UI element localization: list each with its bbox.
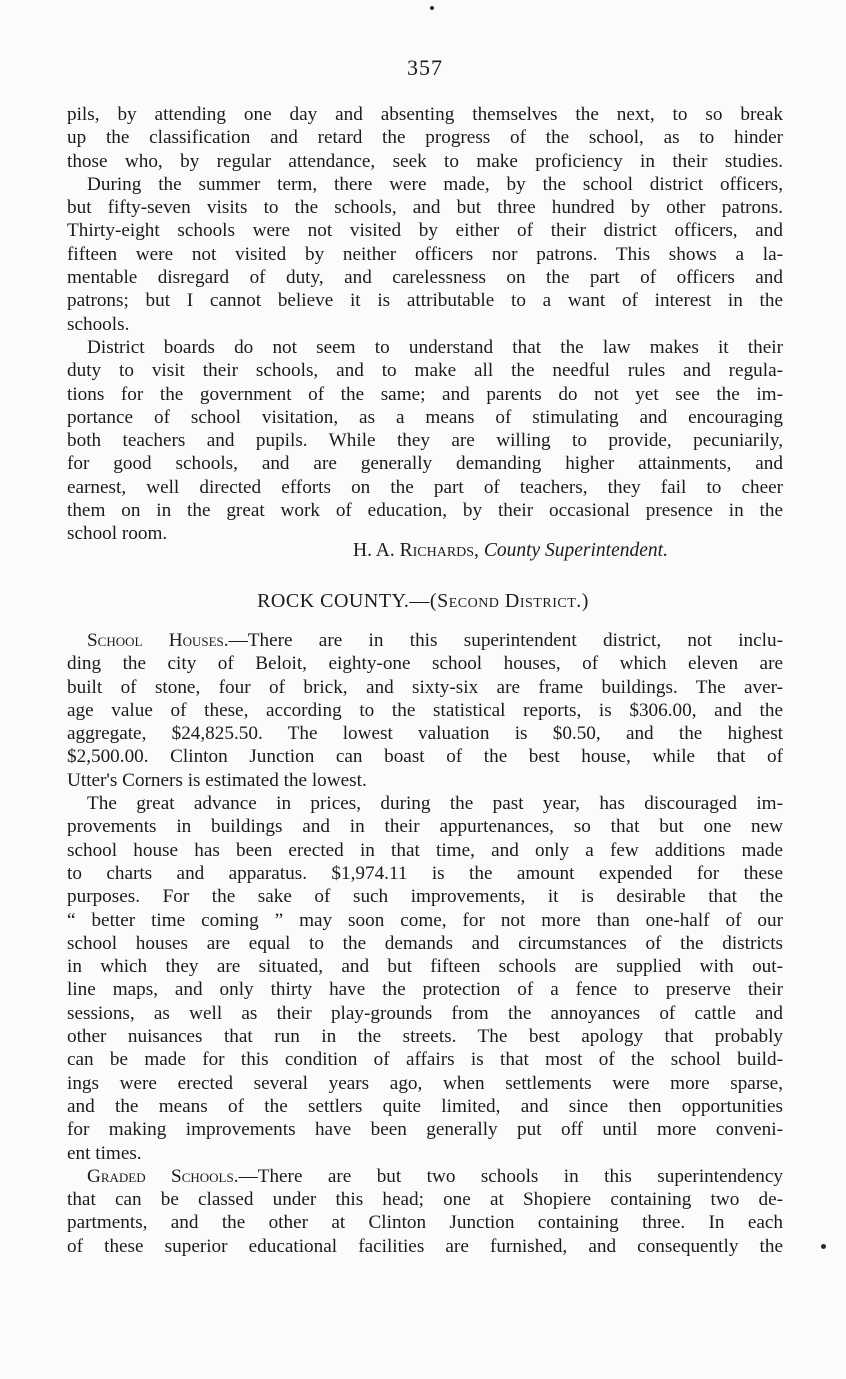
ink-speck — [821, 1244, 826, 1249]
page-number: 357 — [407, 55, 443, 80]
section-heading-main: ROCK COUNTY.— — [257, 590, 430, 612]
text-line: The great advance in prices, during the past year, has discouraged im- — [87, 793, 783, 815]
section-heading — [0, 590, 846, 613]
rock-section-text — [67, 629, 783, 1258]
signature — [353, 540, 668, 562]
text-line: other nuisances that run in the streets. The best apology that probably — [67, 1026, 783, 1048]
section-heading-sub: (Second District.) — [429, 590, 589, 612]
text-line: tions for the government of the same; and parents do not yet see the im- — [67, 383, 783, 405]
text-line: portance of school visitation, as a means of stimulating and encouraging — [67, 406, 783, 428]
text-line: schools. — [67, 313, 130, 335]
text-line: age value of these, according to the statistical reports, is $306.00, and the — [67, 699, 783, 721]
text-line: “ better time coming ” may soon come, for not more than one-half of our — [67, 909, 783, 931]
text-line: mentable disregard of duty, and carelessness on the part of officers and — [67, 267, 783, 289]
text-line: $2,500.00. Clinton Junction can boast of the best house, while that of — [67, 746, 783, 768]
text-line: up the classification and retard the progress of the school, as to hinder — [67, 127, 783, 149]
text-line: that can be classed under this head; one at Shopiere containing two de- — [67, 1189, 783, 1211]
run-in-heading: Graded Schools. — [87, 1165, 239, 1187]
text-line: aggregate, $24,825.50. The lowest valuation is $0.50, and the highest — [67, 723, 783, 745]
text-line: provements in buildings and in their appurtenances, so that but one new — [67, 816, 783, 838]
signature-title: County Superintendent. — [483, 540, 668, 561]
text-line — [67, 629, 783, 652]
text-line: patrons; but I cannot believe it is attributable to a want of interest in the — [67, 290, 783, 312]
text-line: fifteen were not visited by neither officers nor patrons. This shows a la- — [67, 243, 783, 265]
text-line: pils, by attending one day and absenting themselves the next, to so break — [67, 104, 783, 125]
text-line: earnest, well directed efforts on the part of teachers, they fail to cheer — [67, 476, 783, 498]
text-line: school room. — [67, 523, 168, 545]
text-line: and the means of the settlers quite limited, and since then opportunities — [67, 1095, 783, 1117]
text-line: can be made for this condition of affairs is that most of the school build- — [67, 1049, 783, 1071]
text-line: Utter's Corners is estimated the lowest. — [67, 769, 367, 791]
text-run: —There are in this superintendent district, not inclu- — [228, 630, 783, 651]
text-line: line maps, and only thirty have the protection of a fence to preserve their — [67, 979, 783, 1001]
text-line: in which they are situated, and but fifteen schools are supplied with out- — [67, 956, 783, 978]
ink-speck — [430, 6, 434, 10]
text-line: duty to visit their schools, and to make all the needful rules and regula- — [67, 360, 783, 382]
text-line: school house has been erected in that time, and only a few additions made — [67, 839, 783, 861]
text-line: those who, by regular attendance, seek to make proficiency in their studies. — [67, 150, 783, 172]
text-line: built of stone, four of brick, and sixty-six are frame buildings. The aver- — [67, 676, 783, 698]
text-line: purposes. For the sake of such improvements, it is desirable that the — [67, 886, 783, 908]
text-line: but fifty-seven visits to the schools, and but three hundred by other patrons. — [67, 197, 783, 219]
text-line: them on in the great work of education, by their occasional presence in the — [67, 500, 783, 522]
text-line: Thirty-eight schools were not visited by either of their district officers, and — [67, 220, 783, 242]
text-line: of these superior educational facilities are furnished, and consequently the — [67, 1235, 783, 1257]
text-line: ding the city of Beloit, eighty-one school houses, of which eleven are — [67, 653, 783, 675]
text-line: school houses are equal to the demands and circumstances of the districts — [67, 932, 783, 954]
text-line: to charts and apparatus. $1,974.11 is the amount expended for these — [67, 862, 783, 884]
text-line: for good schools, and are generally demanding higher attainments, and — [67, 453, 783, 475]
text-run: —There are but two schools in this superintendency — [238, 1165, 783, 1187]
top-section-text — [67, 103, 783, 546]
text-line: During the summer term, there were made, by the school district officers, — [87, 173, 783, 195]
run-in-heading: School Houses. — [87, 630, 229, 651]
text-line: sessions, as well as their play-grounds from the annoyances of cattle and — [67, 1002, 783, 1024]
signature-name: H. A. Richards, — [353, 540, 479, 561]
text-line: for making improvements have been generally put off until more conveni- — [67, 1119, 783, 1141]
text-line: ent times. — [67, 1142, 142, 1164]
text-line: ings were erected several years ago, when settlements were more sparse, — [67, 1072, 783, 1094]
text-line: District boards do not seem to understand that the law makes it their — [87, 336, 783, 358]
text-line: both teachers and pupils. While they are willing to provide, pecuniarily, — [67, 430, 783, 452]
text-line — [67, 1165, 783, 1188]
text-line: partments, and the other at Clinton Junction containing three. In each — [67, 1212, 783, 1234]
